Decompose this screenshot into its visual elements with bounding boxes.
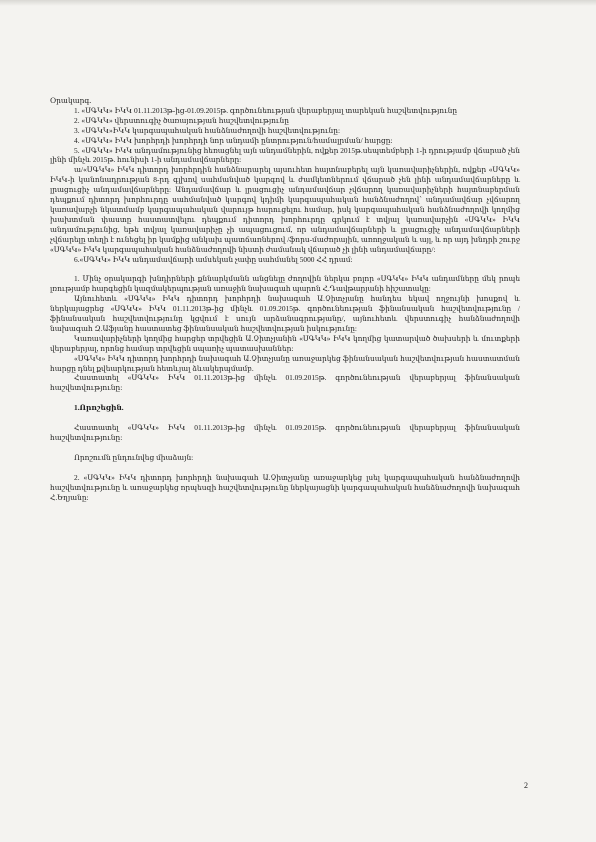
agenda-item-5: 5. «ՍԳԿԿ» ԻԿԿ անդամությունից հեռացնել այն անդամներին, ովքեր 2015թ.սեպտեմբերի 1-ի դրությամբ վճարած չեն լինի մինչև 2015թ. հունիսի 1-ի անդամավճարները: (50, 145, 520, 165)
spacer (50, 463, 520, 473)
scan-edge-shadow (0, 0, 596, 6)
minutes-paragraph-6: 2. «ՍԳԿԿ» ԻԿԿ դիտորդ խորհրդի նախագահ Ա.Չիտչյանը առաջարկեց լսել կարգապահական հանձնաժողովի հաշվետվությունը և առաջարկեց որպեսզի հաշվետվությունը ներկայացնի կարգապահական հանձնաժողովի նախագահ Հ.Եղյանը: (50, 472, 520, 502)
spacer (50, 393, 520, 403)
minutes-paragraph-2: Այնուհետև «ՍԳԿԿ» ԻԿԿ դիտորդ խորհրդի նախագահ Ա.Չիտչյանը հանդես եկավ ողջույնի խոսքով և ներկայացրեց «ՍԳԿԿ» ԻԿԿ 01.11.2013թ-ից մինչև 01.09.2015թ. գործունեության ֆինանսական հաշվետվությունը /ֆինանսական հաշվետվությունը կցվում է սույն արձանագրությանը/, այնուհետև վերստուգիչ հանձնաժողովի նախագահ Զ.Աֆյանը հաստատեց ֆինանսական հաշվետվության իսկությունը: (50, 294, 520, 333)
agenda-item-4: 4. «ՍԳԿԿ» ԻԿԿ խորհրդի խորհրդի նոր անդամի ընտրություն/համալրման/ հարցը: (74, 135, 393, 145)
minutes-paragraph-4: «ՍԳԿԿ» ԻԿԿ դիտորդ խորհրդի նախագահ Ա.Չիտչյանը առաջարկեց ֆինանսական հաշվետվության հաստատման հարցը դնել քվեարկության հետևյալ ձևակերպմամբ. (50, 353, 520, 373)
agenda-item-1: 1. «ՍԳԿԿ» ԻԿԿ 01.11.2013թ-ից-01.09.2015թ. գործունեության վերաբերյալ տարեկան հաշվետվությունը (74, 105, 458, 115)
agenda-title: Օրակարգ. (50, 96, 92, 105)
spacer (50, 443, 520, 453)
minutes-paragraph-3: Կառավարիչների կողմից հարցեր տրվեցին Ա.Չիտչյանին «ՍԳԿԿ» ԻԿԿ կողմից կատարված ծախսերի և մուտքերի վերաբերյալ, որոնց համար տրվեցին սպառիչ պատասխաններ: (50, 333, 520, 353)
decision-text: Հաստատել «ՍԳԿԿ» ԻԿԿ 01.11.2013թ-ից մինչև 01.09.2015թ. գործունեության վերաբերյալ ֆինանսական հաշվետվությունը: (50, 423, 520, 443)
agenda-item-2: 2. «ՍԳԿԿ» վերստուգիչ ծառայության հաշվետվությունը (74, 115, 289, 125)
page-number: 2 (524, 781, 528, 790)
agenda-item-3: 3. «ՍԳԿԿ»ԻԿԿ կարգապահական հանձնաժողովի հաշվետվությունը: (74, 125, 341, 135)
document-body (50, 96, 520, 503)
decision-heading: 1.Որոշեցին. (74, 403, 124, 413)
minutes-paragraph-1: 1. Մինչ օրակարգի խնդիրների քննարկմանն անցնելը ժողովին ներկա բոլոր «ՍԳԿԿ» ԻԿԿ անդամները մեկ րոպե լռությամբ հարգեցին կազմակերպության առաջին նախագահ պարոն Հ.Դավթարյանի հիշատակը: (50, 274, 520, 294)
decision-unanimous: Որոշումն ընդունվեց միաձայն: (74, 453, 194, 462)
spacer (50, 413, 520, 423)
spacer (50, 264, 520, 274)
agenda-item-5a: ա/«ՍԳԿԿ» ԻԿԿ դիտորդ խորհրդին հանձնարարել այսուհետ հայտնաբերել այն կառավարիչներին, ովքեր «ՍԳԿԿ» ԻԿԿ-ի կանոնադրության 8-րդ գլխով սահմանված կարգով և ժամկետներում վճարած չեն լինի անդամավճարները և լրացուցիչ անդամավճարները: Անդամավճար և լրացուցիչ անդամավճար չվճարող կառավարիչների հայտնաբերման դեպքում դիտորդ խորհուրդը սահմանված կարգով կդիմի կարգապահական հանձնաժողով՝ անդամավճար չվճարող կառավարչի նկատմամբ կարգապահական վարույթ հարուցելու համար, իսկ կարգապահական հանձնաժողովի կողմից խախտման փաստը հաստատվելու դեպքում դիտորդ խորհուրդը գրկում է տվյալ կառավարչին «ՍԳԿԿ» ԻԿԿ անդամությունից, եթե տվյալ կառավարիչը չի ապացուցում, որ անդամավճարների և լրացուցիչ անդամավճարների չվճարելը տեղի է ունեցել իր կամքից անկախ պատճառներով /ֆորս-մաժորային, առողջական և այլ, և որ այդ խնդրի շուրջ «ՍԳԿԿ» ԻԿԿ կարգապահական հանձնաժողովի նիստի ժամանակ վճարած չի լինի անդամավճարը/: (50, 165, 520, 254)
agenda-item-6: 6.«ՍԳԿԿ» ԻԿԿ անդամավճարի ամսեկան չափը սահմանել 5000 ՀՀ դրամ: (74, 254, 353, 264)
minutes-paragraph-5: Հաստատել «ՍԳԿԿ» ԻԿԿ 01.11.2013թ-ից մինչև 01.09.2015թ. գործունեության վերաբերյալ ֆինանսական հաշվետվությունը: (50, 373, 520, 393)
